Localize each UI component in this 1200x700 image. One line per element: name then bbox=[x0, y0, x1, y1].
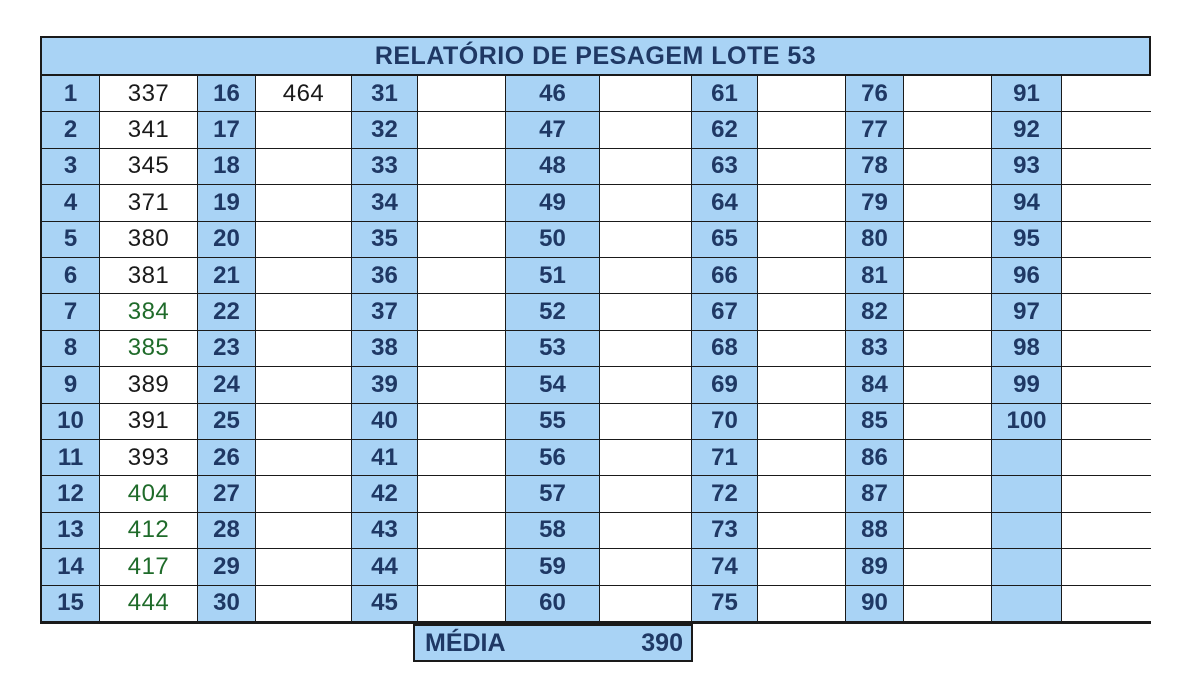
weight-index-cell: 6 bbox=[42, 258, 100, 294]
weight-value-cell bbox=[418, 258, 506, 294]
weight-index-cell: 12 bbox=[42, 476, 100, 512]
weight-index-cell: 30 bbox=[198, 586, 256, 622]
weight-value-cell bbox=[758, 258, 846, 294]
weight-value-cell bbox=[418, 294, 506, 330]
weight-index-cell: 91 bbox=[992, 76, 1062, 112]
weight-index-cell: 32 bbox=[352, 112, 418, 148]
weight-value-cell bbox=[1062, 513, 1151, 549]
weight-value-cell bbox=[418, 331, 506, 367]
weight-index-cell: 77 bbox=[846, 112, 904, 148]
weight-value-cell bbox=[600, 367, 692, 403]
weight-value-cell: 371 bbox=[100, 185, 198, 221]
weight-index-cell: 61 bbox=[692, 76, 758, 112]
weight-value-cell bbox=[600, 222, 692, 258]
weight-index-cell: 71 bbox=[692, 440, 758, 476]
weight-value-cell bbox=[758, 185, 846, 221]
weight-value-cell bbox=[418, 367, 506, 403]
weight-index-cell: 74 bbox=[692, 549, 758, 585]
weight-index-cell: 9 bbox=[42, 367, 100, 403]
weight-index-cell: 2 bbox=[42, 112, 100, 148]
weight-value-cell bbox=[256, 440, 352, 476]
weight-index-cell: 90 bbox=[846, 586, 904, 622]
weight-value-cell bbox=[1062, 222, 1151, 258]
weight-value-cell bbox=[600, 513, 692, 549]
weight-index-cell: 57 bbox=[506, 476, 600, 512]
weight-value-cell: 417 bbox=[100, 549, 198, 585]
weight-index-cell: 19 bbox=[198, 185, 256, 221]
weight-value-cell: 464 bbox=[256, 76, 352, 112]
weight-index-cell: 28 bbox=[198, 513, 256, 549]
weight-index-cell: 78 bbox=[846, 149, 904, 185]
weight-value-cell bbox=[600, 185, 692, 221]
weight-value-cell: 381 bbox=[100, 258, 198, 294]
weight-value-cell bbox=[758, 149, 846, 185]
weight-index-cell: 17 bbox=[198, 112, 256, 148]
weight-index-cell: 45 bbox=[352, 586, 418, 622]
weight-value-cell bbox=[600, 549, 692, 585]
weight-value-cell bbox=[418, 149, 506, 185]
weight-value-cell bbox=[256, 149, 352, 185]
weight-value-cell bbox=[256, 367, 352, 403]
weight-index-cell: 27 bbox=[198, 476, 256, 512]
weight-index-cell: 59 bbox=[506, 549, 600, 585]
weight-index-cell: 8 bbox=[42, 331, 100, 367]
weight-index-cell: 26 bbox=[198, 440, 256, 476]
weight-index-cell: 43 bbox=[352, 513, 418, 549]
weight-index-cell: 13 bbox=[42, 513, 100, 549]
weight-value-cell bbox=[418, 222, 506, 258]
weight-index-cell: 36 bbox=[352, 258, 418, 294]
weight-index-cell: 24 bbox=[198, 367, 256, 403]
weight-value-cell bbox=[418, 586, 506, 622]
weight-value-cell bbox=[1062, 258, 1151, 294]
weight-value-cell bbox=[758, 549, 846, 585]
weight-value-cell bbox=[904, 476, 992, 512]
weight-value-cell bbox=[256, 476, 352, 512]
weight-index-cell: 65 bbox=[692, 222, 758, 258]
weight-value-cell bbox=[1062, 367, 1151, 403]
weight-value-cell bbox=[1062, 294, 1151, 330]
weight-value-cell bbox=[904, 549, 992, 585]
weight-value-cell bbox=[256, 112, 352, 148]
weight-value-cell bbox=[1062, 185, 1151, 221]
weight-value-cell: 345 bbox=[100, 149, 198, 185]
weight-value-cell bbox=[418, 404, 506, 440]
report-title: RELATÓRIO DE PESAGEM LOTE 53 bbox=[40, 36, 1151, 76]
average-row bbox=[413, 624, 693, 662]
weight-value-cell bbox=[758, 331, 846, 367]
weight-value-cell: 389 bbox=[100, 367, 198, 403]
weight-index-cell: 79 bbox=[846, 185, 904, 221]
average-value: 390 bbox=[641, 628, 683, 657]
weight-index-cell: 87 bbox=[846, 476, 904, 512]
weight-value-cell bbox=[418, 549, 506, 585]
weight-index-cell: 44 bbox=[352, 549, 418, 585]
weight-index-cell: 80 bbox=[846, 222, 904, 258]
weight-index-cell: 25 bbox=[198, 404, 256, 440]
weight-value-cell: 412 bbox=[100, 513, 198, 549]
weight-index-cell: 40 bbox=[352, 404, 418, 440]
weight-index-cell: 85 bbox=[846, 404, 904, 440]
weight-index-cell: 60 bbox=[506, 586, 600, 622]
weight-value-cell bbox=[758, 76, 846, 112]
weight-index-cell: 69 bbox=[692, 367, 758, 403]
weight-value-cell bbox=[758, 294, 846, 330]
weight-value-cell bbox=[904, 586, 992, 622]
weight-index-cell: 64 bbox=[692, 185, 758, 221]
weight-index-cell: 50 bbox=[506, 222, 600, 258]
weight-index-cell: 14 bbox=[42, 549, 100, 585]
weight-index-cell: 73 bbox=[692, 513, 758, 549]
weight-value-cell bbox=[904, 513, 992, 549]
weight-value-cell bbox=[1062, 112, 1151, 148]
weight-value-cell bbox=[1062, 476, 1151, 512]
weight-index-cell: 82 bbox=[846, 294, 904, 330]
weight-index-cell: 29 bbox=[198, 549, 256, 585]
weight-index-cell: 97 bbox=[992, 294, 1062, 330]
weight-index-cell: 70 bbox=[692, 404, 758, 440]
weight-index-cell: 20 bbox=[198, 222, 256, 258]
weight-value-cell bbox=[256, 185, 352, 221]
weight-index-cell: 39 bbox=[352, 367, 418, 403]
weight-value-cell bbox=[600, 294, 692, 330]
weight-index-cell: 86 bbox=[846, 440, 904, 476]
weight-value-cell bbox=[758, 222, 846, 258]
weight-index-cell: 68 bbox=[692, 331, 758, 367]
weight-index-cell: 83 bbox=[846, 331, 904, 367]
weight-index-cell bbox=[992, 513, 1062, 549]
weight-index-cell: 72 bbox=[692, 476, 758, 512]
weight-index-cell: 95 bbox=[992, 222, 1062, 258]
weight-index-cell bbox=[992, 476, 1062, 512]
weight-index-cell: 67 bbox=[692, 294, 758, 330]
weight-value-cell bbox=[1062, 440, 1151, 476]
weight-index-cell: 99 bbox=[992, 367, 1062, 403]
weight-value-cell bbox=[256, 331, 352, 367]
weight-value-cell: 384 bbox=[100, 294, 198, 330]
weight-value-cell bbox=[418, 185, 506, 221]
weight-value-cell bbox=[758, 404, 846, 440]
weight-value-cell: 404 bbox=[100, 476, 198, 512]
weight-index-cell: 21 bbox=[198, 258, 256, 294]
weight-index-cell: 48 bbox=[506, 149, 600, 185]
weight-value-cell bbox=[758, 367, 846, 403]
weight-value-cell bbox=[256, 586, 352, 622]
weight-index-cell: 16 bbox=[198, 76, 256, 112]
weight-value-cell bbox=[600, 404, 692, 440]
weight-value-cell bbox=[256, 549, 352, 585]
weight-index-cell: 94 bbox=[992, 185, 1062, 221]
weight-index-cell: 53 bbox=[506, 331, 600, 367]
weight-index-cell bbox=[992, 586, 1062, 622]
weight-value-cell bbox=[600, 149, 692, 185]
weight-value-cell bbox=[600, 440, 692, 476]
weight-value-cell bbox=[418, 76, 506, 112]
weight-index-cell: 58 bbox=[506, 513, 600, 549]
weight-value-cell bbox=[904, 440, 992, 476]
weight-value-cell bbox=[1062, 149, 1151, 185]
weight-value-cell: 341 bbox=[100, 112, 198, 148]
weight-index-cell: 100 bbox=[992, 404, 1062, 440]
weight-index-cell: 56 bbox=[506, 440, 600, 476]
weight-index-cell: 52 bbox=[506, 294, 600, 330]
weight-index-cell: 35 bbox=[352, 222, 418, 258]
weight-value-cell bbox=[256, 222, 352, 258]
weight-value-cell bbox=[600, 476, 692, 512]
weight-value-cell: 337 bbox=[100, 76, 198, 112]
weight-index-cell: 63 bbox=[692, 149, 758, 185]
weight-value-cell: 385 bbox=[100, 331, 198, 367]
weight-index-cell: 93 bbox=[992, 149, 1062, 185]
weight-value-cell bbox=[758, 476, 846, 512]
weight-index-cell: 98 bbox=[992, 331, 1062, 367]
weight-index-cell: 81 bbox=[846, 258, 904, 294]
weight-value-cell bbox=[418, 112, 506, 148]
weight-value-cell bbox=[600, 76, 692, 112]
weight-value-cell bbox=[904, 222, 992, 258]
weight-value-cell bbox=[1062, 331, 1151, 367]
weight-value-cell bbox=[600, 586, 692, 622]
weight-index-cell: 47 bbox=[506, 112, 600, 148]
weight-value-cell bbox=[256, 404, 352, 440]
weight-index-cell: 92 bbox=[992, 112, 1062, 148]
weight-value-cell bbox=[256, 513, 352, 549]
weight-value-cell bbox=[600, 258, 692, 294]
weight-index-cell: 34 bbox=[352, 185, 418, 221]
weight-index-cell bbox=[992, 440, 1062, 476]
weight-index-cell: 49 bbox=[506, 185, 600, 221]
weight-index-cell: 76 bbox=[846, 76, 904, 112]
weight-index-cell: 54 bbox=[506, 367, 600, 403]
weight-index-cell: 84 bbox=[846, 367, 904, 403]
weight-value-cell bbox=[904, 258, 992, 294]
weight-value-cell bbox=[418, 513, 506, 549]
weight-index-cell: 22 bbox=[198, 294, 256, 330]
weight-value-cell bbox=[1062, 76, 1151, 112]
weight-index-cell: 5 bbox=[42, 222, 100, 258]
weight-index-cell: 42 bbox=[352, 476, 418, 512]
weight-value-cell bbox=[418, 476, 506, 512]
weight-index-cell: 23 bbox=[198, 331, 256, 367]
weight-value-cell bbox=[758, 112, 846, 148]
weight-value-cell bbox=[600, 331, 692, 367]
weight-value-cell bbox=[904, 185, 992, 221]
weight-value-cell bbox=[904, 404, 992, 440]
weight-value-cell bbox=[758, 440, 846, 476]
weight-index-cell: 41 bbox=[352, 440, 418, 476]
weight-value-cell bbox=[758, 513, 846, 549]
weight-index-cell: 62 bbox=[692, 112, 758, 148]
weight-index-cell: 33 bbox=[352, 149, 418, 185]
weight-value-cell bbox=[904, 367, 992, 403]
weight-index-cell: 66 bbox=[692, 258, 758, 294]
weight-index-cell: 89 bbox=[846, 549, 904, 585]
weight-value-cell bbox=[1062, 586, 1151, 622]
weight-index-cell: 96 bbox=[992, 258, 1062, 294]
weight-index-cell bbox=[992, 549, 1062, 585]
weight-index-cell: 46 bbox=[506, 76, 600, 112]
weight-index-cell: 31 bbox=[352, 76, 418, 112]
weight-value-cell bbox=[256, 294, 352, 330]
weight-value-cell bbox=[1062, 404, 1151, 440]
weighing-table bbox=[40, 76, 1151, 624]
weight-value-cell: 393 bbox=[100, 440, 198, 476]
weight-value-cell bbox=[904, 76, 992, 112]
weight-index-cell: 37 bbox=[352, 294, 418, 330]
weight-value-cell bbox=[1062, 549, 1151, 585]
weight-value-cell bbox=[904, 149, 992, 185]
weight-value-cell: 391 bbox=[100, 404, 198, 440]
weight-index-cell: 3 bbox=[42, 149, 100, 185]
weight-index-cell: 55 bbox=[506, 404, 600, 440]
weight-index-cell: 1 bbox=[42, 76, 100, 112]
weight-index-cell: 88 bbox=[846, 513, 904, 549]
weight-value-cell bbox=[600, 112, 692, 148]
weight-value-cell: 380 bbox=[100, 222, 198, 258]
weight-value-cell: 444 bbox=[100, 586, 198, 622]
weight-value-cell bbox=[758, 586, 846, 622]
weight-index-cell: 51 bbox=[506, 258, 600, 294]
weight-index-cell: 7 bbox=[42, 294, 100, 330]
weight-index-cell: 18 bbox=[198, 149, 256, 185]
weight-value-cell bbox=[418, 440, 506, 476]
weight-value-cell bbox=[256, 258, 352, 294]
weight-index-cell: 4 bbox=[42, 185, 100, 221]
average-label: MÉDIA bbox=[425, 628, 506, 657]
weight-value-cell bbox=[904, 331, 992, 367]
weight-index-cell: 38 bbox=[352, 331, 418, 367]
weight-index-cell: 11 bbox=[42, 440, 100, 476]
weight-value-cell bbox=[904, 294, 992, 330]
weight-index-cell: 15 bbox=[42, 586, 100, 622]
weight-value-cell bbox=[904, 112, 992, 148]
weight-index-cell: 75 bbox=[692, 586, 758, 622]
weight-index-cell: 10 bbox=[42, 404, 100, 440]
